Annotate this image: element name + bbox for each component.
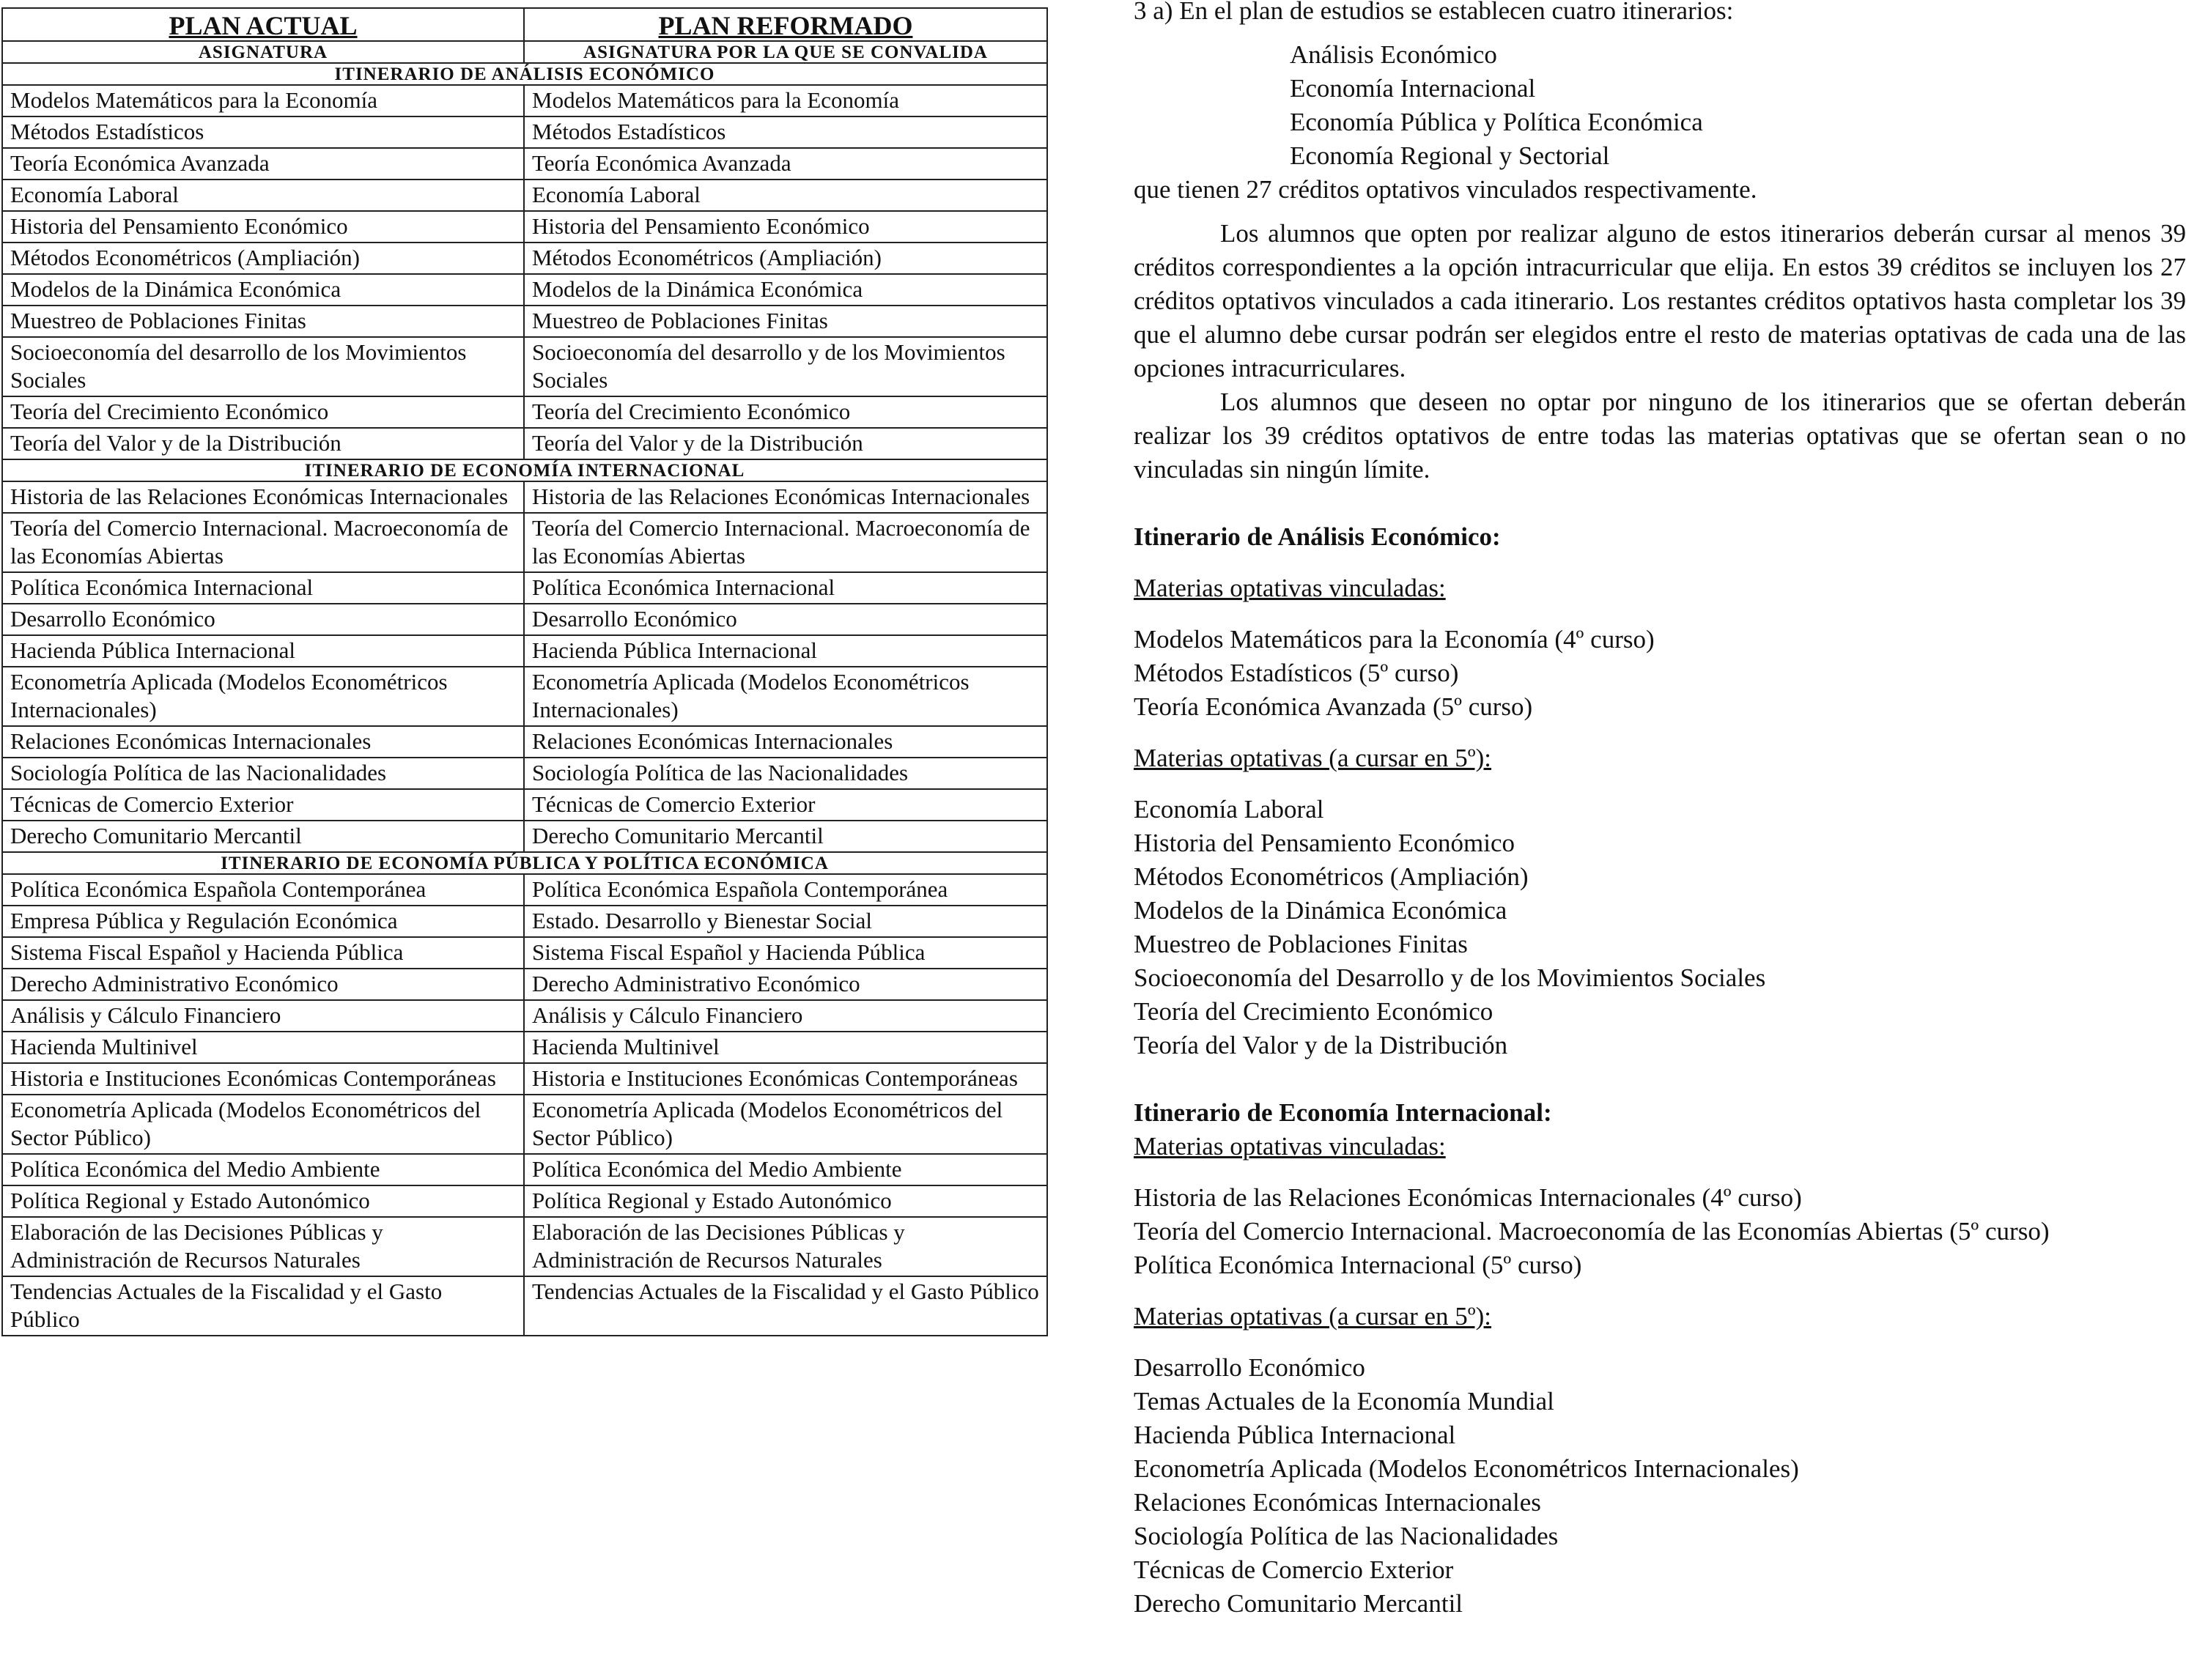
table-row	[2, 1063, 1047, 1095]
plan-actual-cell: Hacienda Pública Internacional	[2, 635, 524, 667]
table-row	[2, 1000, 1047, 1032]
plan-reformado-cell: Muestreo de Poblaciones Finitas	[524, 306, 1047, 337]
convalidation-table	[1, 7, 1048, 1336]
plan-reformado-cell: Econometría Aplicada (Modelos Econométricos Internacionales)	[524, 667, 1047, 726]
list-item: Modelos de la Dinámica Económica	[1134, 896, 1507, 925]
plan-reformado-cell: Derecho Administrativo Económico	[524, 969, 1047, 1000]
plan-actual-cell: Muestreo de Poblaciones Finitas	[2, 306, 524, 337]
internacional-vinculadas-list	[1134, 1181, 2186, 1282]
plan-actual-cell: Teoría Económica Avanzada	[2, 148, 524, 180]
plan-actual-cell: Econometría Aplicada (Modelos Econométricos del Sector Público)	[2, 1095, 524, 1154]
plan-reformado-cell: Teoría del Comercio Internacional. Macroeconomía de las Economías Abiertas	[524, 513, 1047, 572]
plan-reformado-cell: Economía Laboral	[524, 180, 1047, 211]
table-row	[2, 274, 1047, 306]
table-row	[2, 1185, 1047, 1217]
list-item: Teoría del Crecimiento Económico	[1134, 997, 1493, 1026]
table-row	[2, 758, 1047, 789]
table-row	[2, 211, 1047, 243]
plan-reformado-header: PLAN REFORMADO	[524, 8, 1047, 41]
itinerario-item: Economía Pública y Política Económica	[1290, 108, 1703, 136]
plan-actual-cell: Relaciones Económicas Internacionales	[2, 726, 524, 758]
plan-reformado-cell: Elaboración de las Decisiones Públicas y Administración de Recursos Naturales	[524, 1217, 1047, 1276]
table-row	[2, 1217, 1047, 1276]
table-plan-header-row	[2, 8, 1047, 41]
plan-actual-cell: Análisis y Cálculo Financiero	[2, 1000, 524, 1032]
section-title: ITINERARIO DE ECONOMÍA INTERNACIONAL	[2, 459, 1047, 481]
plan-actual-cell: Empresa Pública y Regulación Económica	[2, 906, 524, 937]
analisis-vinculadas-subheading: Materias optativas vinculadas:	[1134, 574, 1446, 602]
plan-actual-cell: Métodos Econométricos (Ampliación)	[2, 243, 524, 274]
asignatura-convalida-header: ASIGNATURA POR LA QUE SE CONVALIDA	[524, 41, 1047, 63]
plan-reformado-cell: Historia e Instituciones Económicas Contemporáneas	[524, 1063, 1047, 1095]
itinerarios-list	[1134, 38, 2186, 173]
table-section-row	[2, 63, 1047, 85]
table-row	[2, 635, 1047, 667]
section-title: ITINERARIO DE ECONOMÍA PÚBLICA Y POLÍTICA ECONÓMICA	[2, 852, 1047, 874]
analisis-optativas-list	[1134, 793, 2186, 1062]
table-row	[2, 726, 1047, 758]
table-row	[2, 85, 1047, 116]
table-row	[2, 481, 1047, 513]
plan-actual-cell: Desarrollo Económico	[2, 604, 524, 635]
list-item: Econometría Aplicada (Modelos Econométricos Internacionales)	[1134, 1454, 1799, 1483]
plan-reformado-cell: Métodos Econométricos (Ampliación)	[524, 243, 1047, 274]
table-row	[2, 667, 1047, 726]
list-item: Métodos Estadísticos (5º curso)	[1134, 659, 1459, 687]
list-item: Economía Laboral	[1134, 795, 1324, 824]
plan-reformado-cell: Relaciones Económicas Internacionales	[524, 726, 1047, 758]
plan-actual-cell: Derecho Comunitario Mercantil	[2, 821, 524, 852]
list-item: Hacienda Pública Internacional	[1134, 1421, 1456, 1449]
section-title: ITINERARIO DE ANÁLISIS ECONÓMICO	[2, 63, 1047, 85]
plan-actual-cell: Teoría del Comercio Internacional. Macroeconomía de las Economías Abiertas	[2, 513, 524, 572]
plan-reformado-cell: Econometría Aplicada (Modelos Econométricos del Sector Público)	[524, 1095, 1047, 1154]
plan-reformado-cell: Sociología Política de las Nacionalidades	[524, 758, 1047, 789]
table-row	[2, 243, 1047, 274]
plan-actual-cell: Modelos Matemáticos para la Economía	[2, 85, 524, 116]
list-item: Socioeconomía del Desarrollo y de los Movimientos Sociales	[1134, 963, 1766, 992]
plan-reformado-cell: Derecho Comunitario Mercantil	[524, 821, 1047, 852]
table-row	[2, 428, 1047, 459]
table-row	[2, 604, 1047, 635]
table-row	[2, 789, 1047, 821]
plan-reformado-cell: Tendencias Actuales de la Fiscalidad y el Gasto Público	[524, 1276, 1047, 1336]
table-row	[2, 937, 1047, 969]
itinerario-item: Economía Internacional	[1290, 74, 1536, 103]
table-row	[2, 572, 1047, 604]
plan-reformado-cell: Historia del Pensamiento Económico	[524, 211, 1047, 243]
plan-reformado-cell: Socioeconomía del desarrollo y de los Movimientos Sociales	[524, 337, 1047, 396]
plan-actual-cell: Historia del Pensamiento Económico	[2, 211, 524, 243]
internacional-optativas-list	[1134, 1351, 2186, 1621]
list-item: Muestreo de Poblaciones Finitas	[1134, 930, 1468, 958]
internacional-vinculadas-subheading: Materias optativas vinculadas:	[1134, 1132, 1446, 1161]
table-row	[2, 906, 1047, 937]
list-item: Política Económica Internacional (5º curso)	[1134, 1251, 1582, 1279]
plan-actual-cell: Política Regional y Estado Autonómico	[2, 1185, 524, 1217]
list-item: Desarrollo Económico	[1134, 1353, 1365, 1382]
plan-actual-cell: Derecho Administrativo Económico	[2, 969, 524, 1000]
intro-line: 3 a) En el plan de estudios se establecen cuatro itinerarios:	[1134, 0, 1734, 25]
table-row	[2, 1154, 1047, 1185]
table-row	[2, 513, 1047, 572]
plan-reformado-cell: Hacienda Multinivel	[524, 1032, 1047, 1063]
plan-reformado-cell: Teoría del Valor y de la Distribución	[524, 428, 1047, 459]
plan-actual-cell: Socioeconomía del desarrollo de los Movimientos Sociales	[2, 337, 524, 396]
plan-actual-cell: Hacienda Multinivel	[2, 1032, 524, 1063]
list-item: Teoría del Comercio Internacional. Macroeconomía de las Economías Abiertas (5º curso)	[1134, 1217, 2050, 1246]
plan-reformado-cell: Métodos Estadísticos	[524, 116, 1047, 148]
plan-reformado-cell: Desarrollo Económico	[524, 604, 1047, 635]
plan-actual-cell: Teoría del Crecimiento Económico	[2, 396, 524, 428]
plan-reformado-cell: Hacienda Pública Internacional	[524, 635, 1047, 667]
list-item: Derecho Comunitario Mercantil	[1134, 1589, 1463, 1618]
list-item: Teoría del Valor y de la Distribución	[1134, 1031, 1508, 1059]
plan-actual-cell: Política Económica del Medio Ambiente	[2, 1154, 524, 1185]
table-row	[2, 396, 1047, 428]
itinerario-item: Economía Regional y Sectorial	[1290, 141, 1610, 170]
analisis-optativas-subheading: Materias optativas (a cursar en 5º):	[1134, 744, 1492, 772]
plan-reformado-cell: Teoría Económica Avanzada	[524, 148, 1047, 180]
table-subject-header-row	[2, 41, 1047, 63]
table-row	[2, 874, 1047, 906]
plan-reformado-cell: Política Económica Española Contemporánea	[524, 874, 1047, 906]
table-row	[2, 821, 1047, 852]
plan-actual-cell: Política Económica Internacional	[2, 572, 524, 604]
plan-reformado-cell: Historia de las Relaciones Económicas Internacionales	[524, 481, 1047, 513]
plan-reformado-cell: Política Regional y Estado Autonómico	[524, 1185, 1047, 1217]
plan-actual-cell: Historia e Instituciones Económicas Contemporáneas	[2, 1063, 524, 1095]
list-item: Sociología Política de las Nacionalidades	[1134, 1522, 1559, 1550]
plan-actual-cell: Métodos Estadísticos	[2, 116, 524, 148]
list-item: Historia del Pensamiento Económico	[1134, 829, 1515, 857]
table-row	[2, 180, 1047, 211]
paragraph-opt-out: Los alumnos que deseen no optar por ninguno de los itinerarios que se ofertan deberán realizar los 39 créditos optativos de entre todas las materias optativas que se ofertan sean o no vinculadas sin ningún límite.	[1134, 388, 2186, 484]
plan-reformado-cell: Sistema Fiscal Español y Hacienda Pública	[524, 937, 1047, 969]
plan-actual-cell: Elaboración de las Decisiones Públicas y Administración de Recursos Naturales	[2, 1217, 524, 1276]
plan-actual-cell: Técnicas de Comercio Exterior	[2, 789, 524, 821]
list-item: Teoría Económica Avanzada (5º curso)	[1134, 692, 1533, 721]
table-row	[2, 1032, 1047, 1063]
internacional-optativas-subheading: Materias optativas (a cursar en 5º):	[1134, 1302, 1492, 1331]
list-item: Temas Actuales de la Economía Mundial	[1134, 1387, 1554, 1416]
itinerario-item: Análisis Económico	[1290, 40, 1497, 69]
plan-actual-cell: Econometría Aplicada (Modelos Econométricos Internacionales)	[2, 667, 524, 726]
table-row	[2, 116, 1047, 148]
paragraph-opt-in: Los alumnos que opten por realizar alguno de estos itinerarios deberán cursar al menos 39 créditos correspondientes a la opción intracurricular que elija. En estos 39 créditos se incluyen los 27 créditos optativos vinculados a cada itinerario. Los restantes créditos optativos hasta completar los 39 que el alumno debe cursar podrán ser elegidos entre el resto de materias optativas de cada una de las opciones intracurriculares.	[1134, 219, 2186, 382]
plan-actual-cell: Economía Laboral	[2, 180, 524, 211]
plan-reformado-cell: Análisis y Cálculo Financiero	[524, 1000, 1047, 1032]
plan-actual-cell: Política Económica Española Contemporánea	[2, 874, 524, 906]
table-row	[2, 148, 1047, 180]
plan-actual-header: PLAN ACTUAL	[2, 8, 524, 41]
table-row	[2, 1095, 1047, 1154]
plan-actual-cell: Teoría del Valor y de la Distribución	[2, 428, 524, 459]
table-row	[2, 337, 1047, 396]
plan-reformado-cell: Política Económica Internacional	[524, 572, 1047, 604]
itinerario-internacional-heading: Itinerario de Economía Internacional:	[1134, 1098, 1552, 1127]
table-section-row	[2, 852, 1047, 874]
plan-actual-cell: Historia de las Relaciones Económicas Internacionales	[2, 481, 524, 513]
plan-actual-cell: Modelos de la Dinámica Económica	[2, 274, 524, 306]
plan-reformado-cell: Teoría del Crecimiento Económico	[524, 396, 1047, 428]
plan-actual-cell: Sociología Política de las Nacionalidades	[2, 758, 524, 789]
asignatura-header: ASIGNATURA	[2, 41, 524, 63]
plan-reformado-cell: Modelos Matemáticos para la Economía	[524, 85, 1047, 116]
analisis-vinculadas-list	[1134, 623, 2186, 724]
plan-actual-cell: Sistema Fiscal Español y Hacienda Pública	[2, 937, 524, 969]
plan-actual-cell: Tendencias Actuales de la Fiscalidad y el Gasto Público	[2, 1276, 524, 1336]
intro-end-line: que tienen 27 créditos optativos vinculados respectivamente.	[1134, 175, 1757, 204]
plan-reformado-cell: Técnicas de Comercio Exterior	[524, 789, 1047, 821]
table-row	[2, 1276, 1047, 1336]
list-item: Relaciones Económicas Internacionales	[1134, 1488, 1541, 1517]
plan-reformado-cell: Modelos de la Dinámica Económica	[524, 274, 1047, 306]
list-item: Historia de las Relaciones Económicas Internacionales (4º curso)	[1134, 1183, 1802, 1212]
table-row	[2, 306, 1047, 337]
list-item: Modelos Matemáticos para la Economía (4º curso)	[1134, 625, 1655, 654]
table-section-row	[2, 459, 1047, 481]
list-item: Técnicas de Comercio Exterior	[1134, 1555, 1454, 1584]
plan-reformado-cell: Estado. Desarrollo y Bienestar Social	[524, 906, 1047, 937]
itinerarios-text-column	[1134, 0, 2186, 1621]
itinerario-analisis-heading: Itinerario de Análisis Económico:	[1134, 522, 1501, 551]
table-row	[2, 969, 1047, 1000]
plan-reformado-cell: Política Económica del Medio Ambiente	[524, 1154, 1047, 1185]
list-item: Métodos Econométricos (Ampliación)	[1134, 862, 1529, 891]
